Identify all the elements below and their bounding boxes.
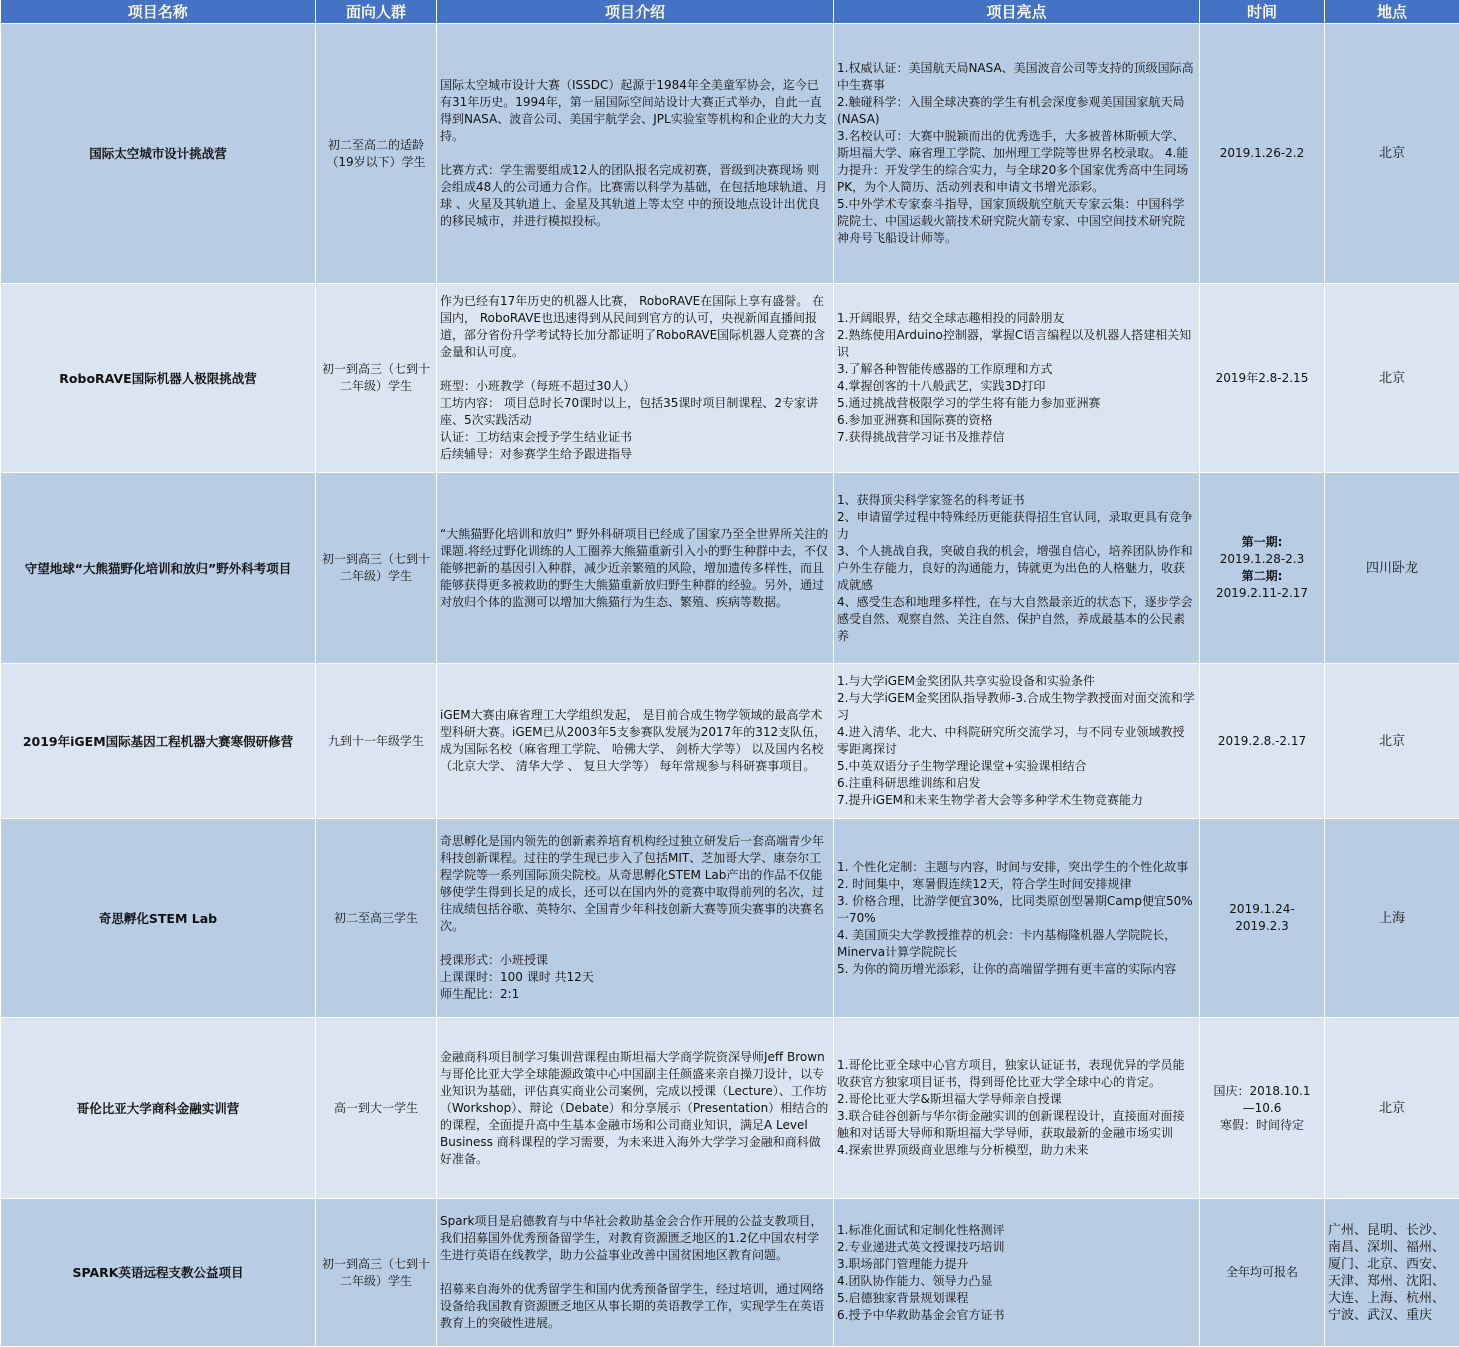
intro-paragraph: 招募来自海外的优秀留学生和国内优秀预备留学生，经过培训，通过网络设备给我国教育资源匮乏地区从事长期的英语教学工作，实现学生在英语教育上的突破性进展。 — [440, 1281, 830, 1332]
time-cell — [1200, 1018, 1325, 1199]
table-row — [1, 819, 1459, 1018]
time-cell — [1200, 473, 1325, 664]
highlights-cell — [834, 1199, 1200, 1347]
highlight-item: 4.探索世界顶级商业思维与分析模型，助力未来 — [837, 1142, 1196, 1159]
intro-paragraph: “大熊猫野化培训和放归” 野外科研项目已经成了国家乃至全世界所关注的课题.将经过野化训练的人工圈养大熊猫重新引入小的野生种群中去，不仅能够把新的基因引入种群，减少近亲繁殖的风险，增加遗传多样性，而且能够获得更多被救助的野生大熊猫重新放归野生种群的经验。另外，通过对放归个体的监测可以增加大熊猫行为生态、繁殖、疾病等数据。 — [440, 526, 830, 611]
time-line: 寒假：时间待定 — [1203, 1117, 1321, 1134]
place-cell: 上海 — [1325, 819, 1459, 1018]
header-highlights: 项目亮点 — [834, 0, 1200, 24]
highlight-item: 6.授予中华救助基金会官方证书 — [837, 1307, 1196, 1324]
highlight-item: 4.团队协作能力、领导力凸显 — [837, 1273, 1196, 1290]
intro-cell — [437, 819, 834, 1018]
highlight-item: 2.与大学iGEM金奖团队指导教师-3.合成生物学教授面对面交流和学习 — [837, 690, 1196, 724]
intro-cell — [437, 473, 834, 664]
place-cell: 北京 — [1325, 24, 1459, 284]
intro-paragraph: 授课形式：小班授课 上课课时：100 课时 共12天 师生配比：2:1 — [440, 952, 830, 1003]
intro-paragraph: 班型：小班教学（每班不超过30人） 工坊内容： 项目总时长70课时以上，包括35课时项目制课程、2专家讲座、5次实践活动 认证：工坊结束会授予学生结业证书 后续辅导：对参赛学生给予跟进指导 — [440, 378, 830, 463]
highlight-item: 1. 个性化定制：主题与内容，时间与安排，突出学生的个性化故事 — [837, 859, 1196, 876]
time-line: 2019.2.11-2.17 — [1203, 585, 1321, 602]
highlight-item: 1.开阔眼界，结交全球志趣相投的同龄朋友 — [837, 310, 1196, 327]
intro-paragraph: 奇思孵化是国内领先的创新素养培育机构经过独立研发后一套高端青少年科技创新课程。过往的学生现已步入了包括MIT、芝加哥大学、康奈尔工程学院等一系列国际顶尖院校。从奇思孵化STEM Lab产出的作品不仅能够使学生得到长足的成长，还可以在国内外的竞赛中取得前列的名次，过往成绩包括谷歌、英特尔、全国青少年科技创新大赛等顶尖赛事的决赛名次。 — [440, 833, 830, 935]
intro-paragraph: 作为已经有17年历史的机器人比赛， RoboRAVE在国际上享有盛誉。 在国内， RoboRAVE也迅速得到从民间到官方的认可，央视新闻直播间报道，部分省份升学考试特长加分都证明了RoboRAVE国际机器人竞赛的含金量和认可度。 — [440, 293, 830, 361]
highlight-item: 4、感受生态和地理多样性，在与大自然最亲近的状态下，逐步学会感受自然、观察自然、关注自然、保护自然，养成最基本的公民素养 — [837, 594, 1196, 645]
highlight-item: 5.中英双语分子生物学理论课堂+实验课相结合 — [837, 758, 1196, 775]
highlight-item: 5. 为你的简历增光添彩，让你的高端留学拥有更丰富的实际内容 — [837, 961, 1196, 978]
project-name-cell: 哥伦比亚大学商科金融实训营 — [1, 1018, 316, 1199]
time-cell: 2019.2.8.-2.17 — [1200, 664, 1325, 819]
highlight-item: 6.注重科研思维训练和启发 — [837, 775, 1196, 792]
highlight-item: 3.职场部门管理能力提升 — [837, 1256, 1196, 1273]
intro-cell — [437, 284, 834, 473]
time-line: 2019.1.24- — [1203, 901, 1321, 918]
time-line: 第二期: — [1203, 568, 1321, 585]
audience-cell: 初二至高二的适龄（19岁以下）学生 — [316, 24, 437, 284]
table-row — [1, 1018, 1459, 1199]
highlights-cell — [834, 284, 1200, 473]
highlight-item: 1、获得顶尖科学家签名的科考证书 — [837, 492, 1196, 509]
table-row — [1, 24, 1459, 284]
highlight-item: 1.与大学iGEM金奖团队共享实验设备和实验条件 — [837, 673, 1196, 690]
header-place: 地点 — [1325, 0, 1459, 24]
highlight-item: 7.提升iGEM和未来生物学者大会等多种学术生物竞赛能力 — [837, 792, 1196, 809]
intro-paragraph: iGEM大赛由麻省理工大学组织发起， 是目前合成生物学领域的最高学术型科研大赛。iGEM已从2003年5支参赛队发展为2017年的312支队伍，成为国际名校（麻省理工学院、 哈佛大学、 剑桥大学等） 以及国内名校（北京大学、 清华大学 、 复旦大学等） 每年常规参与科研赛事项目。 — [440, 707, 830, 775]
highlights-cell — [834, 473, 1200, 664]
header-row — [1, 0, 1459, 24]
highlight-item: 2. 时间集中，寒暑假连续12天，符合学生时间安排规律 — [837, 876, 1196, 893]
highlight-item: 7.获得挑战营学习证书及推荐信 — [837, 429, 1196, 446]
place-cell: 北京 — [1325, 1018, 1459, 1199]
highlight-item: 2.触碰科学：入围全球决赛的学生有机会深度参观美国国家航天局(NASA) — [837, 94, 1196, 128]
highlights-cell — [834, 664, 1200, 819]
intro-cell — [437, 24, 834, 284]
place-cell: 北京 — [1325, 664, 1459, 819]
highlight-item: 3.了解各种智能传感器的工作原理和方式 — [837, 361, 1196, 378]
time-line: 2019.1.28-2.3 — [1203, 551, 1321, 568]
header-intro: 项目介绍 — [437, 0, 834, 24]
highlight-item: 5.中外学术专家泰斗指导，国家顶级航空航天专家云集：中国科学院院士、中国运载火箭技术研究院火箭专家、中国空间技术研究院神舟号飞船设计师等。 — [837, 196, 1196, 247]
highlights-cell — [834, 24, 1200, 284]
project-name-cell: 国际太空城市设计挑战营 — [1, 24, 316, 284]
project-name-cell: RoboRAVE国际机器人极限挑战营 — [1, 284, 316, 473]
highlight-item: 2.哥伦比亚大学&斯坦福大学导师亲自授课 — [837, 1091, 1196, 1108]
highlight-item: 2.熟练使用Arduino控制器，掌握C语言编程以及机器人搭建相关知识 — [837, 327, 1196, 361]
highlight-item: 3.名校认可：大赛中脱颖而出的优秀选手，大多被普林斯顿大学、斯坦福大学、麻省理工学院、加州理工学院等世界名校录取。 4.能力提升：开发学生的综合实力，与全球20多个国家优秀高中生同场PK，为个人简历、活动列表和申请文书增光添彩。 — [837, 128, 1196, 196]
place-cell: 北京 — [1325, 284, 1459, 473]
audience-cell: 初二至高三学生 — [316, 819, 437, 1018]
project-name-cell: 2019年iGEM国际基因工程机器大赛寒假研修营 — [1, 664, 316, 819]
place-cell: 广州、昆明、长沙、南昌、深圳、福州、厦门、北京、西安、天津、郑州、沈阳、大连、上海、杭州、宁波、武汉、重庆 — [1325, 1199, 1459, 1347]
time-line: 第一期: — [1203, 534, 1321, 551]
highlight-item: 4.掌握创客的十八般武艺，实践3D打印 — [837, 378, 1196, 395]
highlight-item: 5.启德独家背景规划课程 — [837, 1290, 1196, 1307]
intro-cell — [437, 1018, 834, 1199]
highlight-item: 1.权威认证：美国航天局NASA、美国波音公司等支持的顶级国际高中生赛事 — [837, 60, 1196, 94]
header-audience: 面向人群 — [316, 0, 437, 24]
highlight-item: 2.专业递进式英文授课技巧培训 — [837, 1239, 1196, 1256]
table-row — [1, 473, 1459, 664]
highlight-item: 3.联合硅谷创新与华尔街金融实训的创新课程设计，直接面对面接触和对话哥大导师和斯坦福大学导师，获取最新的金融市场实训 — [837, 1108, 1196, 1142]
highlights-cell — [834, 819, 1200, 1018]
time-cell: 2019.1.26-2.2 — [1200, 24, 1325, 284]
highlight-item: 4.进入清华、北大、中科院研究所交流学习，与不同专业领域教授零距离探讨 — [837, 724, 1196, 758]
project-name-cell: SPARK英语远程支教公益项目 — [1, 1199, 316, 1347]
audience-cell: 高一到大一学生 — [316, 1018, 437, 1199]
intro-paragraph: 金融商科项目制学习集训营课程由斯坦福大学商学院资深导师Jeff Brown与哥伦比亚大学全球能源政策中心中国副主任颜盛来亲自操刀设计，以专业知识为基础，评估真实商业公司案例，完成以授课（Lecture）、工作坊（Workshop）、辩论（Debate）和分享展示（Presentation）相结合的的课程，全面提升高中生基本金融市场和公司商业知识，满足A Level Business 商科课程的学习需要，为未来进入海外大学学习金融和商科做好准备。 — [440, 1049, 830, 1168]
time-line: 2019.2.3 — [1203, 918, 1321, 935]
highlight-item: 3. 价格合理，比游学便宜30%，比同类原创型暑期Camp便宜50%一70% — [837, 893, 1196, 927]
intro-paragraph: 国际太空城市设计大赛（ISSDC）起源于1984年全美童军协会，迄今已有31年历史。1994年，第一届国际空间站设计大赛正式举办，自此一直得到NASA、波音公司、美国宇航学会、JPL实验室等机构和企业的大力支持。 — [440, 77, 830, 145]
audience-cell: 初一到高三（七到十二年级）学生 — [316, 1199, 437, 1347]
table-row — [1, 664, 1459, 819]
highlights-cell — [834, 1018, 1200, 1199]
time-line: 国庆：2018.10.1 — [1203, 1083, 1321, 1100]
project-name-cell: 守望地球“大熊猫野化培训和放归”野外科考项目 — [1, 473, 316, 664]
highlight-item: 2、申请留学过程中特殊经历更能获得招生官认同，录取更具有竞争力 — [837, 509, 1196, 543]
intro-cell — [437, 664, 834, 819]
audience-cell: 初一到高三（七到十二年级）学生 — [316, 284, 437, 473]
intro-paragraph: Spark项目是启德教育与中华社会救助基金会合作开展的公益支教项目，我们招募国外优秀预备留学生，对教育资源匮乏地区的1.2亿中国农村学生进行英语在线教学，助力公益事业改善中国贫困地区教育问题。 — [440, 1213, 830, 1264]
time-cell — [1200, 819, 1325, 1018]
highlight-item: 1.标准化面试和定制化性格测评 — [837, 1222, 1196, 1239]
highlight-item: 6.参加亚洲赛和国际赛的资格 — [837, 412, 1196, 429]
highlight-item: 5.通过挑战营极限学习的学生将有能力参加亚洲赛 — [837, 395, 1196, 412]
table-row — [1, 1199, 1459, 1347]
header-name: 项目名称 — [1, 0, 316, 24]
highlight-item: 4. 美国顶尖大学教授推荐的机会：卡内基梅隆机器人学院院长， Minerva计算学院院长 — [837, 927, 1196, 961]
time-cell: 2019年2.8-2.15 — [1200, 284, 1325, 473]
time-cell: 全年均可报名 — [1200, 1199, 1325, 1347]
time-line: —10.6 — [1203, 1100, 1321, 1117]
highlight-item: 1.哥伦比亚全球中心官方项目，独家认证证书，表现优异的学员能收获官方独家项目证书，得到哥伦比亚大学全球中心的肯定。 — [837, 1057, 1196, 1091]
audience-cell: 初一到高三（七到十二年级）学生 — [316, 473, 437, 664]
audience-cell: 九到十一年级学生 — [316, 664, 437, 819]
project-name-cell: 奇思孵化STEM Lab — [1, 819, 316, 1018]
highlight-item: 3、个人挑战自我，突破自我的机会，增强自信心，培养团队协作和户外生存能力，良好的沟通能力，铸就更为出色的人格魅力，收获成就感 — [837, 543, 1196, 594]
intro-paragraph: 比赛方式：学生需要组成12人的团队报名完成初赛，晋级到决赛现场 则会组成48人的公司通力合作。比赛需以科学为基础，在包括地球轨道、月球 、火星及其轨道上、金星及其轨道上等太空 中的预设地点设计出优良的移民城市，并进行模拟投标。 — [440, 162, 830, 230]
intro-cell — [437, 1199, 834, 1347]
table-row — [1, 284, 1459, 473]
header-time: 时间 — [1200, 0, 1325, 24]
place-cell: 四川卧龙 — [1325, 473, 1459, 664]
